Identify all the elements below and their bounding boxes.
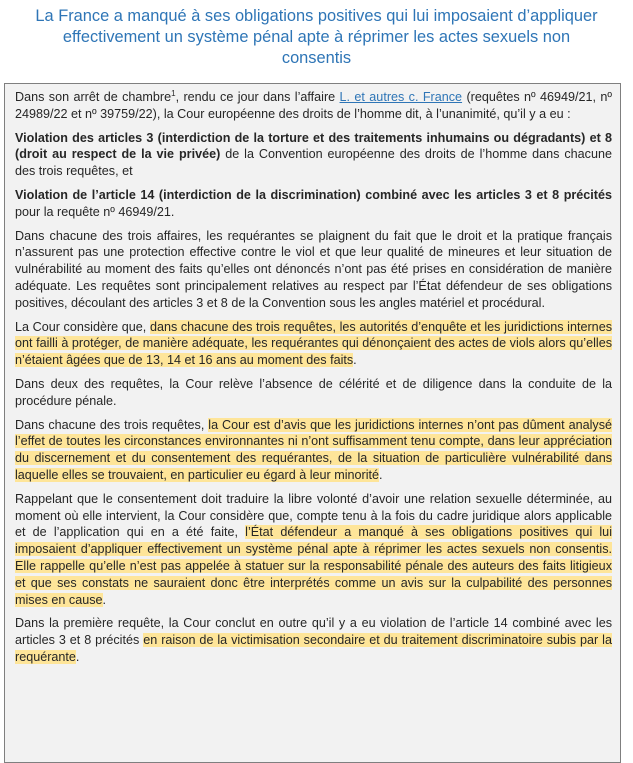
- paragraph-first-application: [15, 615, 612, 665]
- paragraph-violation-3-8: [15, 130, 612, 180]
- title-line-2: effectivement un système pénal apte à réprimer les actes sexuels non: [62, 28, 571, 46]
- first-application-highlight: en raison de la victimisation secondaire et du traitement discriminatoire subis par la requérante: [15, 633, 612, 664]
- paragraph-complaints: Dans chacune des trois affaires, les requérantes se plaignent du fait que le droit et la pratique français n’assurent pas une protection effective contre le viol et que leur qualité de mineures et leur situation de vulnérabilité au moment des faits qu’elles ont dénoncés n’ont pas été prises en considération de manière adéquate. Les requêtes sont principalement relatives au respect par l’État défendeur de ses obligations positives, découlant des articles 3 et 8 de la Convention sous les angles matériel et procédural.: [15, 228, 612, 310]
- consent-text: Rappelant que le consentement doit traduire la libre volonté d’avoir une relation sexuelle déterminée, au moment où elle intervient, la Cour considère que, compte tenu à la fois du cadre juridique alors applicable et de l’application qui en a été faite,: [15, 491, 612, 540]
- intro-text-3: (requêtes nº 46949/21, nº 24989/22 et nº 39759/22), la Cour européenne des droits de l’homme dit, à l’unanimité, qu’il y a eu :: [15, 90, 613, 121]
- page-title: [0, 6, 633, 69]
- paragraph-procedure: Dans deux des requêtes, la Cour relève l’absence de célérité et de diligence dans la conduite de la procédure pénale.: [15, 376, 612, 408]
- title-line-1: La France a manqué à ses obligations positives qui lui imposaient d’appliquer: [35, 7, 598, 25]
- first-application-text: Dans la première requête, la Cour conclut en outre qu’il y a eu violation de l’article 14 combiné avec les articles 3 et 8 précités: [15, 616, 612, 648]
- footnote-marker[interactable]: 1: [171, 88, 176, 98]
- analysis-end: .: [379, 467, 383, 482]
- consent-highlight: l’État défendeur a manqué à ses obligations positives qui lui imposaient d’appliquer effectivement un système pénal apte à réprimer les actes sexuels non consentis. Elle rappelle qu’elle n’est pas appelée à statuer sur la responsabilité pénale des auteurs des faits litigieux et que ses constats ne sauraient donc être interprétés comme un avis sur la culpabilité des personnes mises en cause: [15, 525, 612, 607]
- violation-14-text: pour la requête nº 46949/21.: [15, 204, 175, 219]
- summary-box: [4, 83, 621, 763]
- violation-3-8-text: de la Convention européenne des droits de l’homme dans chacune des trois requêtes, et: [15, 147, 612, 179]
- paragraph-analysis: [15, 417, 612, 484]
- paragraph-court-considers: [15, 319, 612, 369]
- paragraph-intro: [15, 89, 612, 123]
- intro-text-2: , rendu ce jour dans l’affaire: [175, 90, 340, 104]
- court-considers-end: .: [353, 353, 357, 368]
- consent-end: .: [102, 592, 106, 607]
- first-application-end: .: [75, 649, 80, 664]
- intro-text: Dans son arrêt de chambre: [15, 90, 172, 104]
- paragraph-consent: [15, 491, 612, 609]
- case-link[interactable]: L. et autres c. France: [339, 90, 463, 104]
- title-line-3: consentis: [281, 49, 352, 67]
- paragraph-violation-14: [15, 187, 612, 221]
- court-considers-text: La Cour considère que,: [15, 319, 150, 334]
- violation-3-8-heading: Violation des articles 3 (interdiction de la torture et des traitements inhumains ou dégradants) et 8 (droit au respect de la vie privée): [15, 130, 612, 162]
- analysis-highlight: la Cour est d’avis que les juridictions internes n’ont pas dûment analysé l’effet de toutes les circonstances environnantes ni n’ont suffisamment tenu compte, dans leur appréciation du discernement et du consentement des requérantes, de la situation de particulière vulnérabilité dans laquelle elles se trouvaient, en particulier eu égard à leur minorité: [15, 417, 612, 482]
- analysis-text: Dans chacune des trois requêtes,: [15, 417, 209, 432]
- violation-14-heading: Violation de l’article 14 (interdiction de la discrimination) combiné avec les articles 3 et 8 précités: [15, 187, 612, 202]
- court-considers-highlight: dans chacune des trois requêtes, les autorités d’enquête et les juridictions internes ont failli à protéger, de manière adéquate, les requérantes qui dénonçaient des actes de viols alors qu’elles n’étaient âgées que de 13, 14 et 16 ans au moment des faits: [15, 319, 612, 368]
